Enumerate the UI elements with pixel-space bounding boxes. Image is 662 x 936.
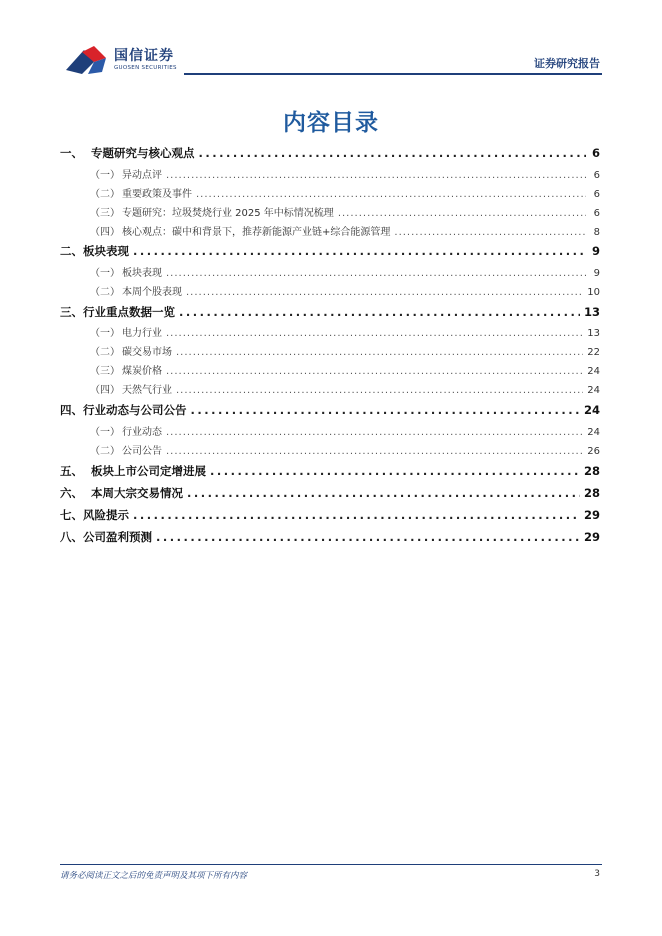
toc-subsection-entry[interactable] <box>60 223 600 238</box>
brand-name-cn: 国信证券 <box>114 48 174 64</box>
toc-entry-number: （四） <box>90 385 120 396</box>
toc-entry-number: （二） <box>90 287 120 298</box>
toc-subsection-entry[interactable] <box>60 204 600 219</box>
toc-entry-page: 28 <box>583 464 600 478</box>
toc-entry-page: 24 <box>587 427 600 438</box>
toc-entry-number: （一） <box>90 427 120 438</box>
toc-entry-number: 四、 <box>60 403 83 417</box>
toc-leader-dots <box>133 244 586 258</box>
toc-entry-page: 9 <box>591 244 600 258</box>
toc-subsection-entry[interactable] <box>60 423 600 438</box>
toc-subsection-entry[interactable] <box>60 166 600 181</box>
toc-subsection-entry[interactable] <box>60 442 600 457</box>
toc-entry-number: 三、 <box>60 305 83 319</box>
toc-entry-number: （四） <box>90 227 120 238</box>
toc-leader-dots <box>133 508 580 522</box>
toc-entry-number: 六、 <box>60 486 83 500</box>
toc-entry-title: 行业动态 <box>122 427 162 438</box>
toc-entry-page: 6 <box>593 170 600 181</box>
toc-subsection-entry[interactable] <box>60 362 600 377</box>
toc-entry-number: 一、 <box>60 146 83 160</box>
toc-leader-dots <box>394 227 586 238</box>
toc-entry-number: （一） <box>90 328 120 339</box>
toc-entry-title: 公司盈利预测 <box>83 530 152 544</box>
toc-entry-page: 28 <box>583 486 600 500</box>
toc-entry-number: 二、 <box>60 244 83 258</box>
toc-entry-page: 9 <box>593 268 600 279</box>
toc-subsection-entry[interactable] <box>60 343 600 358</box>
toc-entry-number: （一） <box>90 268 120 279</box>
logo-mark-icon <box>64 44 110 76</box>
toc-leader-dots <box>176 385 583 396</box>
toc-leader-dots <box>176 347 583 358</box>
toc-entry-number: （二） <box>90 189 120 200</box>
toc-entry-title: 本周大宗交易情况 <box>91 486 183 500</box>
toc-entry-number: （三） <box>90 366 120 377</box>
toc-subsection-entry[interactable] <box>60 381 600 396</box>
toc-entry-page: 24 <box>587 385 600 396</box>
toc-section-entry[interactable] <box>60 463 600 479</box>
toc-entry-page: 26 <box>587 446 600 457</box>
toc-entry-page: 6 <box>593 189 600 200</box>
toc-entry-page: 29 <box>583 508 600 522</box>
toc-section-entry[interactable] <box>60 507 600 523</box>
page-header <box>0 0 662 80</box>
toc-leader-dots <box>186 287 583 298</box>
toc-leader-dots <box>166 268 586 279</box>
report-type-label: 证券研究报告 <box>534 57 600 70</box>
toc-subsection-entry[interactable] <box>60 264 600 279</box>
company-logo <box>64 44 184 78</box>
toc-subsection-entry[interactable] <box>60 185 600 200</box>
toc-entry-page: 6 <box>591 146 600 160</box>
toc-entry-page: 10 <box>587 287 600 298</box>
toc-entry-page: 24 <box>587 366 600 377</box>
toc-entry-title: 板块表现 <box>83 244 129 258</box>
toc-entry-page: 22 <box>587 347 600 358</box>
brand-name-en: GUOSEN SECURITIES <box>114 65 177 71</box>
toc-entry-title: 公司公告 <box>122 446 162 457</box>
footer-disclaimer: 请务必阅读正文之后的免责声明及其项下所有内容 <box>60 871 248 881</box>
toc-entry-title: 风险提示 <box>83 508 129 522</box>
toc-entry-page: 13 <box>583 305 600 319</box>
toc-section-entry[interactable] <box>60 402 600 418</box>
toc-entry-number: （二） <box>90 446 120 457</box>
toc-leader-dots <box>210 464 580 478</box>
toc-leader-dots <box>179 305 580 319</box>
toc-entry-title: 行业动态与公司公告 <box>83 403 187 417</box>
toc-section-entry[interactable] <box>60 485 600 501</box>
toc-entry-title: 板块表现 <box>122 268 162 279</box>
toc-entry-title: 重要政策及事件 <box>122 189 192 200</box>
footer-divider <box>60 864 602 865</box>
toc-entry-number: （一） <box>90 170 120 181</box>
toc-leader-dots <box>166 328 583 339</box>
toc-leader-dots <box>166 427 583 438</box>
toc-leader-dots <box>196 189 586 200</box>
toc-entry-title: 专题研究：垃圾焚烧行业 2025 年中标情况梳理 <box>122 208 334 219</box>
toc-entry-number: 五、 <box>60 464 83 478</box>
header-divider <box>184 73 602 75</box>
toc-entry-title: 碳交易市场 <box>122 347 172 358</box>
toc-entry-title: 专题研究与核心观点 <box>91 146 195 160</box>
toc-entry-page: 8 <box>593 227 600 238</box>
toc-section-entry[interactable] <box>60 304 600 320</box>
toc-entry-title: 行业重点数据一览 <box>83 305 175 319</box>
toc-entry-page: 24 <box>583 403 600 417</box>
toc-entry-number: 七、 <box>60 508 83 522</box>
toc-entry-title: 天然气行业 <box>122 385 172 396</box>
toc-section-entry[interactable] <box>60 529 600 545</box>
page-title: 内容目录 <box>283 110 379 136</box>
toc-entry-number: （二） <box>90 347 120 358</box>
toc-entry-page: 29 <box>583 530 600 544</box>
toc-leader-dots <box>199 146 587 160</box>
toc-entry-title: 电力行业 <box>122 328 162 339</box>
toc-entry-page: 13 <box>587 328 600 339</box>
toc-leader-dots <box>191 403 580 417</box>
toc-entry-title: 核心观点：碳中和背景下，推荐新能源产业链+综合能源管理 <box>122 227 391 238</box>
toc-entry-title: 板块上市公司定增进展 <box>91 464 206 478</box>
toc-leader-dots <box>166 446 583 457</box>
toc-subsection-entry[interactable] <box>60 283 600 298</box>
toc-leader-dots <box>166 170 586 181</box>
footer-page-number: 3 <box>594 869 600 879</box>
toc-entry-number: （三） <box>90 208 120 219</box>
toc-leader-dots <box>166 366 583 377</box>
toc-leader-dots <box>187 486 580 500</box>
toc-entry-title: 煤炭价格 <box>122 366 162 377</box>
toc-entry-page: 6 <box>593 208 600 219</box>
toc-leader-dots <box>156 530 580 544</box>
toc-subsection-entry[interactable] <box>60 324 600 339</box>
toc-entry-title: 本周个股表现 <box>122 287 182 298</box>
toc-section-entry[interactable] <box>60 145 600 161</box>
toc-section-entry[interactable] <box>60 243 600 259</box>
toc-entry-number: 八、 <box>60 530 83 544</box>
toc-leader-dots <box>338 208 586 219</box>
toc-entry-title: 异动点评 <box>122 170 162 181</box>
